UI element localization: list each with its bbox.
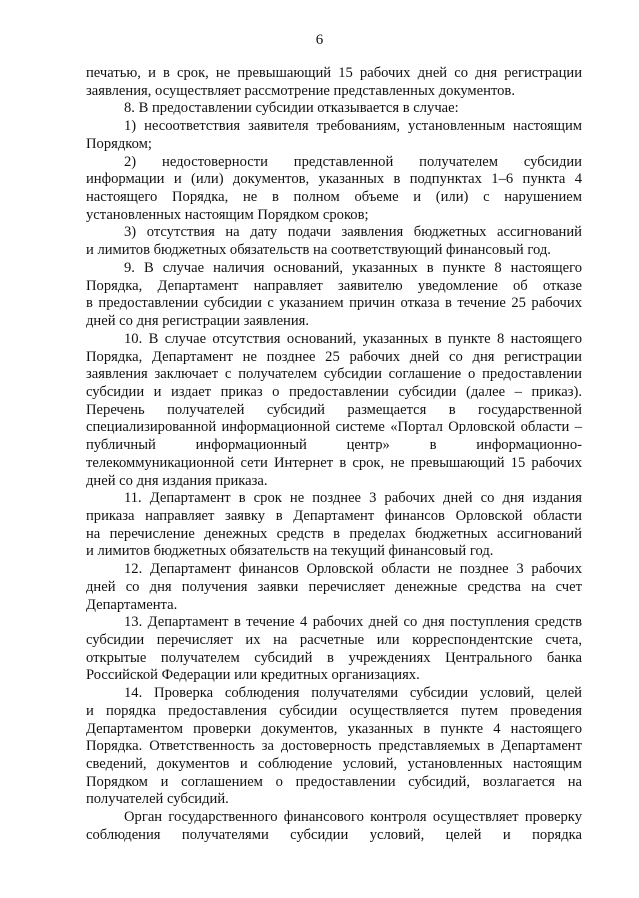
text-line: 3) отсутствия на дату подачи заявления бюджетных ассигнований — [124, 224, 582, 241]
text-line: Порядком; — [86, 135, 152, 152]
text-line: 9. В случае наличия оснований, указанных в пункте 8 настоящего — [124, 259, 582, 276]
text-line: 11. Департамент в срок не позднее 3 рабочих дней со дня издания — [124, 490, 582, 507]
text-line: 1) несоответствия заявителя требованиям, установленным настоящим — [124, 118, 582, 135]
text-line: телекоммуникационной сети Интернет в срок, не превышающий 15 рабочих — [86, 454, 582, 471]
text-line: заявления заключает с получателем субсидии соглашение о предоставлении — [86, 366, 582, 383]
text-line: субсидии перечисляет их на расчетные или корреспондентские счета, — [86, 632, 582, 648]
text-line: Перечень получателей субсидий размещается в государственной — [86, 401, 582, 418]
text-line: 2) недостоверности представленной получателем субсидии — [124, 153, 582, 170]
text-line: 8. В предоставлении субсидии отказывается в случае: — [124, 100, 459, 117]
text-line: приказа направляет заявку в Департамент финансов Орловской области — [86, 507, 582, 524]
text-line: Порядка. Ответственность за достоверность представляемых в Департамент — [86, 738, 582, 755]
page-number: 6 — [315, 32, 324, 48]
text-line: субсидии и издает приказ о предоставлении субсидии (далее – приказ). — [86, 383, 582, 400]
text-line: настоящего Порядка, не в полном объеме и (или) с нарушением — [86, 189, 582, 206]
text-line: сведений, документов и соблюдение условий, установленных настоящим — [86, 756, 582, 773]
text-line: заявления, осуществляет рассмотрение представленных документов. — [86, 82, 515, 99]
text-line: 12. Департамент финансов Орловской области не позднее 3 рабочих — [124, 561, 582, 578]
text-line: информации и (или) документов, указанных в подпунктах 1–6 пункта 4 — [86, 171, 582, 188]
text-line: установленных настоящим Порядком сроков; — [86, 206, 369, 223]
text-line: Порядка, Департамент направляет заявителю уведомление об отказе — [86, 277, 582, 294]
text-line: дней со дня издания приказа. — [86, 472, 268, 489]
text-line: дней со дня получения заявки перечисляет денежные средства на счет — [86, 578, 582, 595]
text-line: Порядка, Департамент не позднее 25 рабочих дней со дня регистрации — [86, 348, 582, 365]
text-line: Российской Федерации или кредитных организациях. — [86, 667, 420, 684]
text-line: и лимитов бюджетных обязательств на соответствующий финансовый год. — [86, 242, 551, 259]
text-line: специализированной информационной системе «Портал Орловской области – — [86, 419, 582, 436]
text-line: Орган государственного финансового контроля осуществляет проверку — [124, 809, 582, 826]
text-line: печатью, и в срок, не превышающий 15 рабочих дней со дня регистрации — [86, 65, 582, 81]
text-line: соблюдения получателями субсидии условий, целей и порядка — [86, 826, 582, 843]
text-line: Департамента. — [86, 596, 178, 613]
text-line: на перечисление денежных средств в пределах бюджетных ассигнований — [86, 525, 582, 542]
text-line: получателей субсидий. — [86, 791, 229, 808]
text-line: открытые получателем субсидий в учреждениях Центрального банка — [86, 649, 582, 666]
text-line: и порядка предоставления субсидии осуществляется путем проведения — [86, 702, 582, 719]
text-line: публичный информационный центр» в информационно- — [86, 437, 582, 454]
body-text — [86, 65, 582, 845]
text-line: в предоставлении субсидии с указанием причин отказа в течение 25 рабочих — [86, 295, 582, 312]
text-line: Порядком и соглашением о предоставлении субсидий, возлагается на — [86, 773, 582, 790]
text-line: 13. Департамент в течение 4 рабочих дней со дня поступления средств — [124, 614, 582, 631]
text-line: 14. Проверка соблюдения получателями субсидии условий, целей — [124, 685, 582, 702]
text-line: и лимитов бюджетных обязательств на текущий финансовый год. — [86, 543, 494, 560]
text-line: 10. В случае отсутствия оснований, указанных в пункте 8 настоящего — [124, 330, 582, 347]
text-line: Департаментом проверки документов, указанных в пункте 4 настоящего — [86, 720, 582, 737]
text-line: дней со дня регистрации заявления. — [86, 313, 310, 330]
